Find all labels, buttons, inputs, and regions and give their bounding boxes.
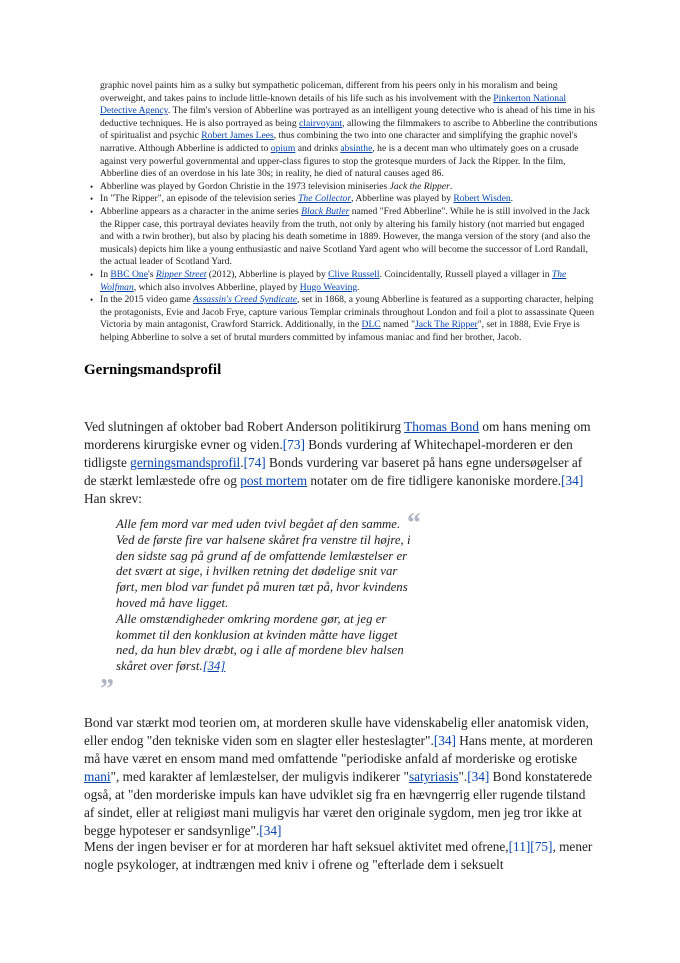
text-run: . (240, 455, 244, 470)
list-item (100, 193, 600, 206)
inline-link[interactable]: Assassin's Creed Syndicate (192, 294, 298, 306)
list-item (100, 269, 600, 294)
list-item (100, 294, 600, 344)
open-quote-icon: “ (407, 508, 421, 539)
inline-link[interactable]: Black Butler (301, 205, 350, 217)
reference-link[interactable]: [34] (561, 473, 584, 488)
text-run: Hans mente, at morderen må have været en ensom mand med omfattende "periodiske anfald af morderiske og erotiske (84, 733, 593, 766)
text-run: Bonds vurdering var baseret på hans egne undersøgelser af de stærkt lemlæstede ofre og (84, 455, 583, 488)
text-run: (2012), Abberline is played by (206, 268, 329, 280)
paragraph-text (84, 838, 596, 874)
text-run: In "The Ripper", an episode of the television series (100, 193, 299, 205)
text-run: 's (147, 268, 156, 280)
text-run: , he is a decent man who ultimately goes on a crusade against very powerful governmental and upper-class figures to stop the grotesque murders of Jack the Ripper. In the film, Abberline dies of an overdose in his late 30s; in reality, he died of natural causes aged 86. (100, 142, 579, 180)
inline-link[interactable]: satyriasis (408, 769, 459, 784)
inline-link[interactable]: mani (84, 769, 111, 784)
adaptations-list (100, 181, 600, 345)
text-run: and drinks (295, 142, 341, 154)
text-run: . (510, 193, 514, 205)
reference-link[interactable]: [34] (467, 769, 490, 784)
inline-link[interactable]: gerningsmandsprofil (130, 455, 241, 470)
inline-link[interactable]: post mortem (240, 473, 308, 488)
reference-link[interactable]: [75] (530, 839, 553, 854)
text-run: Han skrev: (84, 491, 142, 506)
quote-text-2 (116, 612, 412, 675)
inline-link[interactable]: Hugo Weaving (299, 281, 358, 293)
inline-link[interactable]: Clive Russell (328, 268, 380, 280)
inline-link[interactable]: Jack The Ripper (415, 319, 478, 331)
text-run: Jack the Ripper (389, 180, 450, 192)
close-quote-icon: ” (100, 674, 114, 705)
text-run: Mens der ingen beviser er for at morderen har haft seksuel aktivitet med ofrene, (84, 839, 509, 854)
text-run: , set in 1868, a young Abberline is featured as a supporting character, helping the protagonists, Evie and Jacob Frye, capture various Templar criminals throughout London and foil a plot to assassinate Queen Victoria by main antagonist, Crawford Starrick. Additionally, in the (100, 294, 595, 331)
section-heading: Gerningsmandsprofil (84, 362, 222, 378)
body-paragraph-1 (84, 418, 596, 508)
reference-link[interactable]: [73] (282, 437, 305, 452)
reference-link[interactable]: [74] (243, 455, 266, 470)
text-run: Ved slutningen af oktober bad Robert Anderson politikirurg (84, 419, 405, 434)
reference-link[interactable]: [34] (259, 823, 282, 838)
body-paragraph-2 (84, 714, 596, 840)
text-run: ", set in 1888, Evie Frye is helping Abberline to solve a set of brutal murders committed by infamous maniac and find her brother, Jacob. (100, 319, 580, 343)
paragraph-text (84, 418, 596, 508)
text-run: . (449, 180, 453, 192)
inline-link[interactable]: clairvoyant (299, 117, 343, 129)
blockquote (116, 517, 412, 675)
inline-link[interactable]: Robert Wisden (453, 193, 511, 205)
inline-link[interactable]: Thomas Bond (404, 419, 480, 434)
text-run: graphic novel paints him as a sulky but sympathetic policeman, different from his peers only in his moralism and being overweight, and takes pains to include little-known details of his life such as his involvement with the (100, 80, 558, 104)
inline-link[interactable]: absinthe (340, 142, 373, 154)
text-run: . Coincidentally, Russell played a villager in (379, 268, 552, 280)
text-run: In (100, 268, 111, 280)
text-run: Bond var stærkt mod teorien om, at morderen skulle have videnskabelig eller anatomisk viden, eller endog "den tekniske viden som en slagter eller hesteslagter". (84, 715, 589, 748)
body-paragraph-3 (84, 838, 596, 874)
text-run: Bonds vurdering af Whitechapel-morderen er den tidligste (84, 437, 573, 470)
text-run: , which also involves Abberline, played by (133, 281, 300, 293)
inline-link[interactable]: The Collector (298, 193, 352, 205)
text-run: Abberline was played by Gordon Christie in the 1973 television miniseries (100, 180, 390, 192)
text-run: In the 2015 video game (100, 294, 193, 306)
inline-link[interactable]: The Wolfman (100, 268, 567, 293)
text-run: , Abberline was played by (351, 193, 454, 205)
text-run: om hans mening om morderens kirurgiske evner og viden. (84, 419, 591, 452)
inline-link[interactable]: DLC (361, 319, 381, 331)
text-run: notater om de fire tidligere kanoniske mordere. (307, 473, 562, 488)
text-run: ". (458, 769, 468, 784)
quote-ref-link[interactable]: [34] (202, 659, 226, 674)
text-run: , mener nogle psykologer, at indtrængen med kniv i ofrene og "efterlade dem i seksuelt (84, 839, 593, 872)
text-run: ", med karakter af lemlæstelser, der muligvis indikerer " (110, 769, 409, 784)
adaptations-section (100, 80, 600, 344)
text-run: , thus combining the two into one character and simplifying the graphic novel's narrative. Although Abberline is addicted to (100, 130, 578, 154)
text-run: Abberline appears as a character in the anime series (100, 205, 302, 217)
quote-text-1: Alle fem mord var med uden tvivl begået af den samme. Ved de første fire var halsene skåret fra venstre til højre, i den sidste sag på grund af de omfattende lemlæstelser er det svært at sige, i hvilken retning det dødelige snit var ført, men blod var fundet på muren tæt på, hvor kvindens hoved må have ligget. (116, 517, 411, 610)
text-run: named "Fred Abberline". While he is still involved in the Jack the Ripper case, this portrayal deviates heavily from the truth, not only by altering his family history (not married but engaged and with a twin brother), but also by placing his death sometime in 1889. However, the manga version of the story (and also the musicals) depicts him like a young enthusiastic and naive Scotland Yard agent who will become the successor of Lord Randall, the actual leader of Scotland Yard. (100, 205, 591, 268)
inline-link[interactable]: Ripper Street (155, 268, 207, 280)
inline-link[interactable]: Pinkerton National Detective Agency (100, 92, 567, 117)
text-run: . The film's version of Abberline was portrayed as an intelligent young detective who is ahead of his time in his deductive techniques. He is also portrayed as being (100, 105, 595, 129)
text-run: Bond konstaterede også, at "den morderiske impuls kan have udviklet sig fra en hævngerrig eller rugende tilstand af sindet, eller at religiøst mani muligvis har været den originale sygdom, men jeg tror ikke at begge hypoteser er sandsynlige". (84, 769, 593, 838)
inline-link[interactable]: BBC One (110, 268, 148, 280)
quote-text-2-body: Alle omstændigheder omkring mordene gør, at jeg er kommet til den konklusion at kvinden måtte have ligget ned, da hun blev dræbt, og i alle af mordene blev halsen skåret over først. (116, 611, 404, 674)
inline-link[interactable]: Robert James Lees (201, 130, 274, 142)
intro-paragraph (100, 80, 600, 181)
text-run: , allowing the filmmakers to ascribe to Abberline the contributions of spiritualist and psychic (100, 117, 598, 142)
text-run: . (357, 281, 360, 293)
reference-link[interactable]: [34] (433, 733, 456, 748)
text-run: named " (380, 319, 415, 331)
reference-link[interactable]: [11] (508, 839, 531, 854)
list-item (100, 181, 600, 194)
inline-link[interactable]: opium (270, 142, 296, 154)
paragraph-text (84, 714, 596, 840)
list-item (100, 206, 600, 269)
